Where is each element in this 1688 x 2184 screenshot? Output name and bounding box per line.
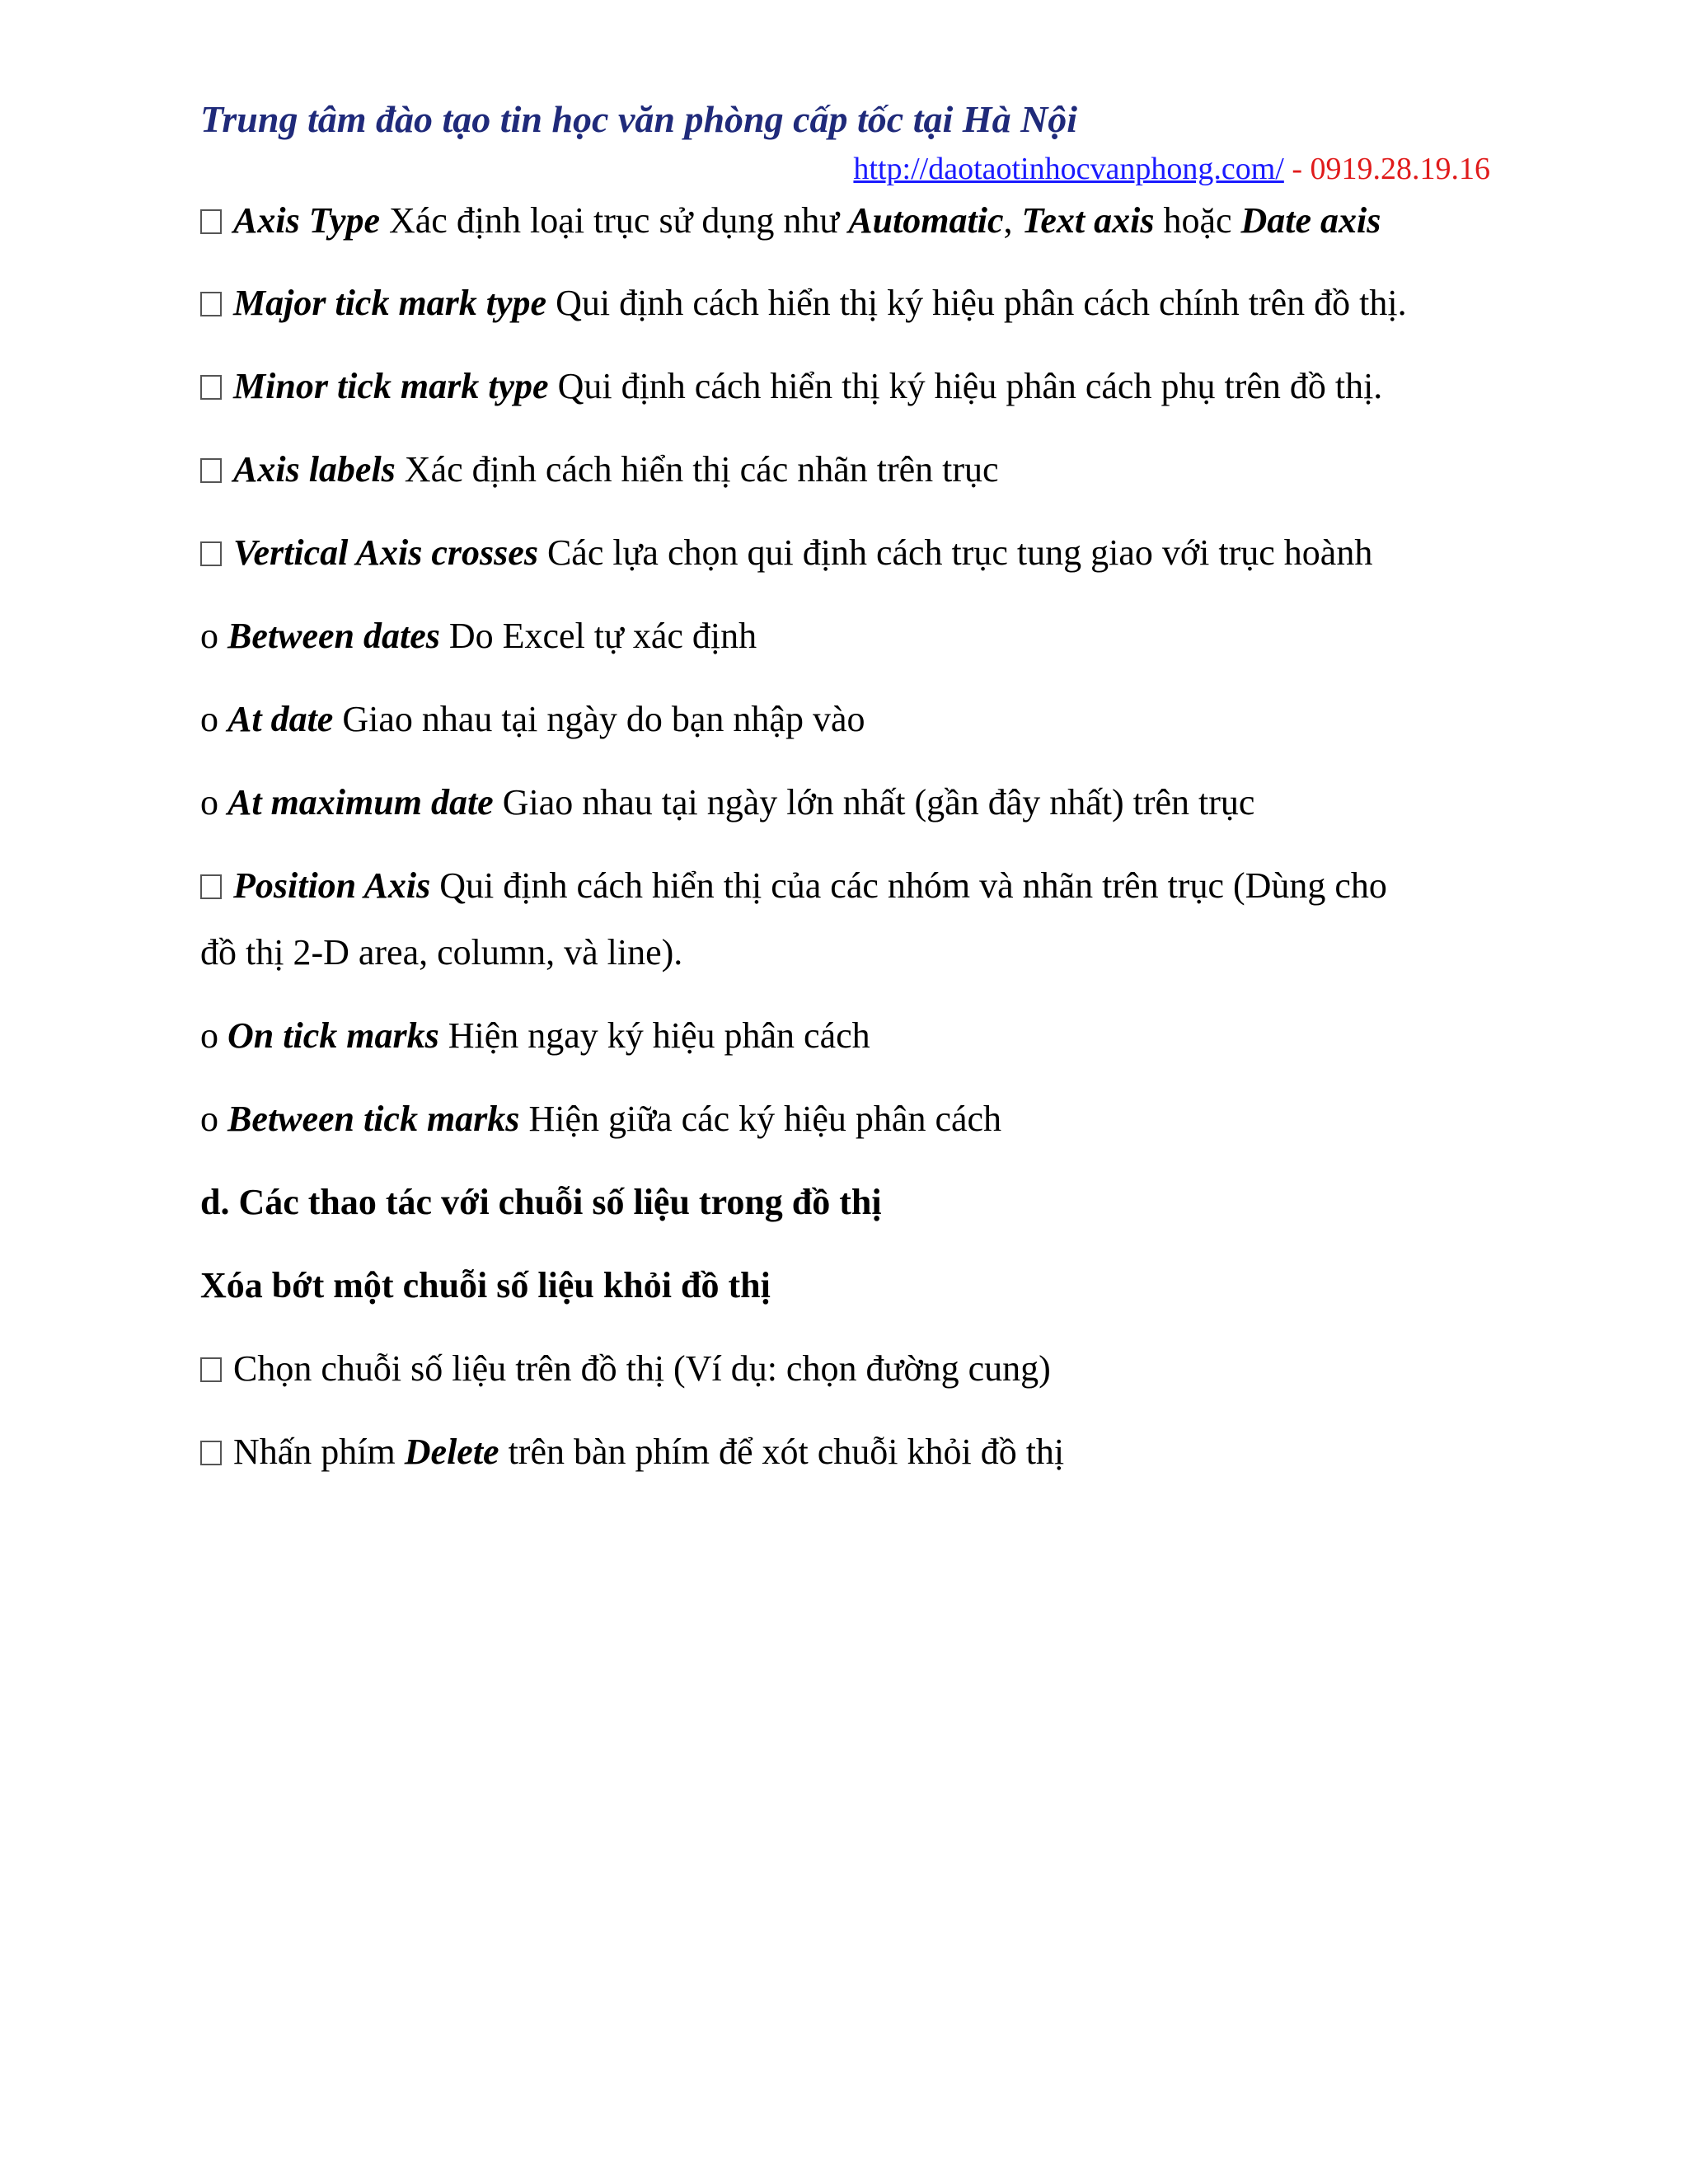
website-link[interactable]: http://daotaotinhocvanphong.com/ xyxy=(853,152,1284,186)
item-text: trên bàn phím để xót chuỗi khỏi đồ thị xyxy=(499,1432,1065,1472)
item-text: Do Excel tự xác định xyxy=(439,616,757,656)
term: Between dates xyxy=(227,616,440,656)
item-axis-labels xyxy=(200,450,999,490)
bullet-box-icon xyxy=(200,541,222,566)
item-text: Qui định cách hiển thị ký hiệu phân cách phụ trên đồ thị. xyxy=(548,366,1383,406)
item-minor-tick xyxy=(200,367,1382,406)
term: Axis Type xyxy=(233,200,380,241)
item-at-date xyxy=(200,700,865,739)
header-contact xyxy=(853,151,1490,187)
item-at-max-date xyxy=(200,783,1254,823)
item-text: Các lựa chọn qui định cách trục tung giao với trục hoành xyxy=(537,532,1373,573)
item-major-tick xyxy=(200,284,1407,323)
item-between-dates xyxy=(200,616,757,656)
section-heading-delete: Xóa bớt một chuỗi số liệu khỏi đồ thị xyxy=(200,1265,771,1305)
item-text: Qui định cách hiển thị của các nhóm và nhãn trên trục (Dùng cho xyxy=(430,865,1387,906)
section-heading-d: d. Các thao tác với chuỗi số liệu trong đồ thị xyxy=(200,1182,882,1222)
item-between-tick xyxy=(200,1099,1001,1139)
term: At date xyxy=(227,699,334,739)
item-text: hoặc xyxy=(1154,200,1241,241)
term: Delete xyxy=(404,1432,499,1472)
sub-bullet: o xyxy=(200,782,227,823)
item-position-axis xyxy=(200,866,1387,906)
item-text: Xác định loại trục sử dụng như xyxy=(380,200,849,241)
item-text: Chọn chuỗi số liệu trên đồ thị (Ví dụ: chọn đường cung) xyxy=(233,1348,1051,1389)
bullet-box-icon xyxy=(200,458,222,483)
bullet-box-icon xyxy=(200,375,222,400)
item-vertical-crosses xyxy=(200,533,1372,573)
item-position-axis-cont: đồ thị 2-D area, column, và line). xyxy=(200,932,683,972)
item-select-series xyxy=(200,1349,1051,1389)
item-text: Nhấn phím xyxy=(233,1432,405,1472)
term: Between tick marks xyxy=(227,1099,520,1139)
term: Major tick mark type xyxy=(233,283,547,323)
phone-number: - 0919.28.19.16 xyxy=(1283,152,1490,186)
item-text: Giao nhau tại ngày lớn nhất (gần đây nhất) trên trục xyxy=(493,782,1255,823)
bullet-box-icon xyxy=(200,1357,222,1382)
item-text: Qui định cách hiển thị ký hiệu phân cách chính trên đồ thị. xyxy=(546,283,1407,323)
item-text: Hiện ngay ký hiệu phân cách xyxy=(438,1015,870,1056)
item-text: Xác định cách hiển thị các nhãn trên trục xyxy=(395,449,999,490)
item-text: Giao nhau tại ngày do bạn nhập vào xyxy=(333,699,865,739)
term: On tick marks xyxy=(227,1015,439,1056)
item-on-tick xyxy=(200,1016,870,1056)
sub-bullet: o xyxy=(200,1099,227,1139)
term: Minor tick mark type xyxy=(233,366,549,406)
item-text: Hiện giữa các ký hiệu phân cách xyxy=(519,1099,1002,1139)
bullet-box-icon xyxy=(200,874,222,899)
term: Text axis xyxy=(1021,200,1155,241)
term: Axis labels xyxy=(233,449,396,490)
sub-bullet: o xyxy=(200,616,227,656)
bullet-box-icon xyxy=(200,1441,222,1465)
bullet-box-icon xyxy=(200,292,222,316)
header-title: Trung tâm đào tạo tin học văn phòng cấp tốc tại Hà Nội xyxy=(200,98,1078,140)
term: At maximum date xyxy=(227,782,494,823)
bullet-box-icon xyxy=(200,209,222,234)
item-axis-type xyxy=(200,201,1381,241)
term: Date axis xyxy=(1240,200,1381,241)
item-press-delete xyxy=(200,1432,1064,1472)
sub-bullet: o xyxy=(200,699,227,739)
term: Vertical Axis crosses xyxy=(233,532,538,573)
term: Automatic xyxy=(848,200,1004,241)
term: Position Axis xyxy=(233,865,431,906)
sub-bullet: o xyxy=(200,1015,227,1056)
item-text: , xyxy=(1003,200,1022,241)
